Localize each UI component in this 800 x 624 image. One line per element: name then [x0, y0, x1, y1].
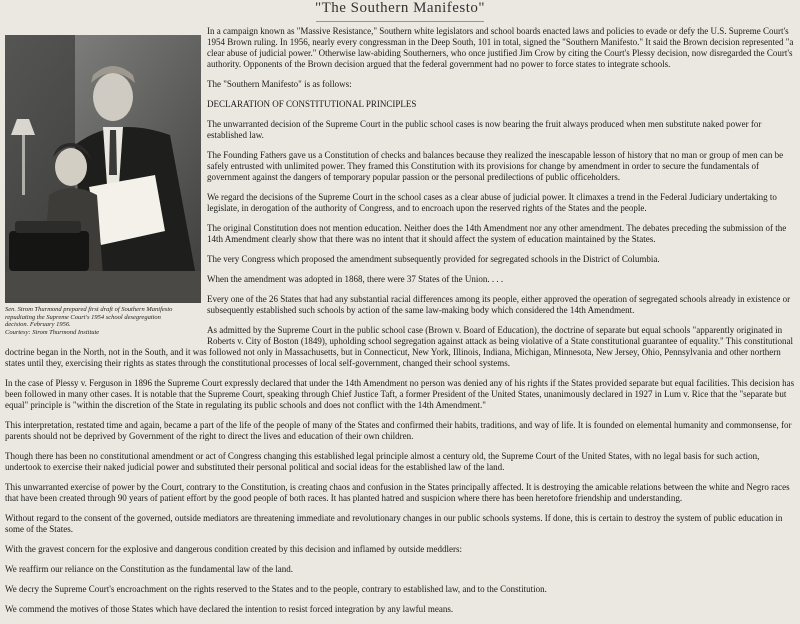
manifesto-paragraph: This interpretation, restated time and again, became a part of the life of the people of many of the States and confirmed their habits, traditions, and way of life. It is founded on elemental humanity and commonsense, for parents should not be deprived by Government of the right to direct the lives and education of their own children. [5, 420, 792, 441]
manifesto-paragraph: We commend the motives of those States which have declared the intention to resist forced integration by any lawful means. [5, 604, 454, 614]
manifesto-paragraph: With the gravest concern for the explosive and dangerous condition created by this decision and inflamed by outside meddlers: [5, 544, 463, 554]
manifesto-paragraph: In the case of Plessy v. Ferguson in 1896 the Supreme Court expressly declared that under the 14th Amendment no person was denied any of his rights if the States provided separate but equal facilities. This decision has been followed in many other cases. It is notable that the Supreme Court, speaking through Chief Justice Taft, a former President of the United States, unanimously declared in 1927 in Lum v. Rice that the "separate but equal" principle is "within the discretion of the State in regulating its public schools and does not conflict with the 14th Amendment." [5, 378, 795, 410]
caption-line: Sen. Strom Thurmond prepared first draft of Southern Manifesto [5, 306, 173, 313]
thurmond-photo [5, 35, 201, 303]
manifesto-paragraph: This unwarranted exercise of power by the Court, contrary to the Constitution, is creating chaos and confusion in the States principally affected. It is destroying the amicable relations between the white and Negro races that have been created through 90 years of patient effort by the good people of both races. It has planted hatred and suspicion where there has been heretofore friendship and understanding. [5, 482, 790, 503]
caption-line: repudiating the Supreme Court's 1954 school desegregation [5, 313, 161, 321]
manifesto-paragraph: The Founding Fathers gave us a Constitution of checks and balances because they realized the inescapable lesson of history that no man or group of men can be safely entrusted with unlimited power. They framed this Constitution with its provisions for change by amendment in order to secure the fundamentals of government against the dangers of temporary popular passion or the personal predilections of public officeholders. [207, 150, 784, 182]
manifesto-paragraph: The very Congress which proposed the amendment subsequently provided for segregated schools in the District of Columbia. [207, 254, 660, 264]
photo-caption [5, 306, 201, 336]
intro-paragraph: In a campaign known as "Massive Resistance," Southern white legislators and school boards enacted laws and policies to evade or defy the U.S. Supreme Court's 1954 Brown ruling. In 1956, nearly every congressman in the Deep South, 101 in total, signed the "Southern Manifesto." It said the Brown decision represented "a clear abuse of judicial power." Otherwise law-abiding Southerners, who once justified Jim Crow by citing the Court's Plessy decision, now disregarded the Court's authority. Opponents of the Brown decision argued that the federal government had no power to force states to integrate schools. [207, 26, 794, 69]
article-body [5, 26, 795, 624]
lead-in-paragraph: The "Southern Manifesto" is as follows: [207, 79, 352, 89]
manifesto-paragraph: Without regard to the consent of the governed, outside mediators are threatening immediate and revolutionary changes in our public schools systems. If done, this is certain to destroy the system of public education in some of the States. [5, 513, 783, 534]
page-title: "The Southern Manifesto" [314, 0, 486, 16]
title-divider [316, 21, 484, 22]
manifesto-paragraph: The unwarranted decision of the Supreme Court in the public school cases is now bearing the fruit always produced when men substitute naked power for established law. [207, 119, 762, 140]
manifesto-paragraph: We decry the Supreme Court's encroachment on the rights reserved to the States and to the people, contrary to established law, and to the Constitution. [5, 584, 547, 594]
photo-credit: Courtesy: Strom Thurmond Institute [5, 328, 100, 336]
manifesto-paragraph: We reaffirm our reliance on the Constitution as the fundamental law of the land. [5, 564, 294, 574]
declaration-heading: DECLARATION OF CONSTITUTIONAL PRINCIPLES [207, 99, 417, 109]
manifesto-paragraph: When the amendment was adopted in 1868, there were 37 States of the Union. . . . [207, 274, 504, 284]
caption-line: decision. February 1956. [5, 321, 71, 328]
manifesto-paragraph: Though there has been no constitutional amendment or act of Congress changing this established legal principle almost a century old, the Supreme Court of the United States, with no legal basis for such action, undertook to exercise their naked judicial power and substituted their personal political and social ideas for the established law of the land. [5, 451, 760, 472]
manifesto-paragraph: Every one of the 26 States that had any substantial racial differences among its people, either approved the operation of segregated schools already in existence or subsequently established such schools by action of the same law-making body which considered the 14th Amendment. [207, 294, 791, 315]
manifesto-paragraph: The original Constitution does not mention education. Neither does the 14th Amendment nor any other amendment. The debates preceding the submission of the 14th Amendment clearly show that there was no intent that it should affect the system of education maintained by the States. [207, 223, 787, 244]
manifesto-paragraph: As admitted by the Supreme Court in the public school case (Brown v. Board of Education), the doctrine of separate but equal schools "apparently originated in Roberts v. City of Boston (1849), upholding school segregation against attack as being violative of a State constitutional guarantee of equality." This constitutional doctrine began in the North, not in the South, and it was followed not only in Massachusetts, but in Connecticut, New York, Illinois, Indiana, Michigan, Minnesota, New Jersey, Ohio, Pennsylvania and other northern states until they, exercising their rights as states through the constitutional processes of local self-government, changed their school systems. [5, 325, 793, 368]
manifesto-paragraph: We regard the decisions of the Supreme Court in the school cases as a clear abuse of judicial power. It climaxes a trend in the Federal Judiciary undertaking to legislate, in derogation of the authority of Congress, and to encroach upon the reserved rights of the States and the people. [207, 192, 777, 213]
photo-figure [5, 35, 201, 336]
